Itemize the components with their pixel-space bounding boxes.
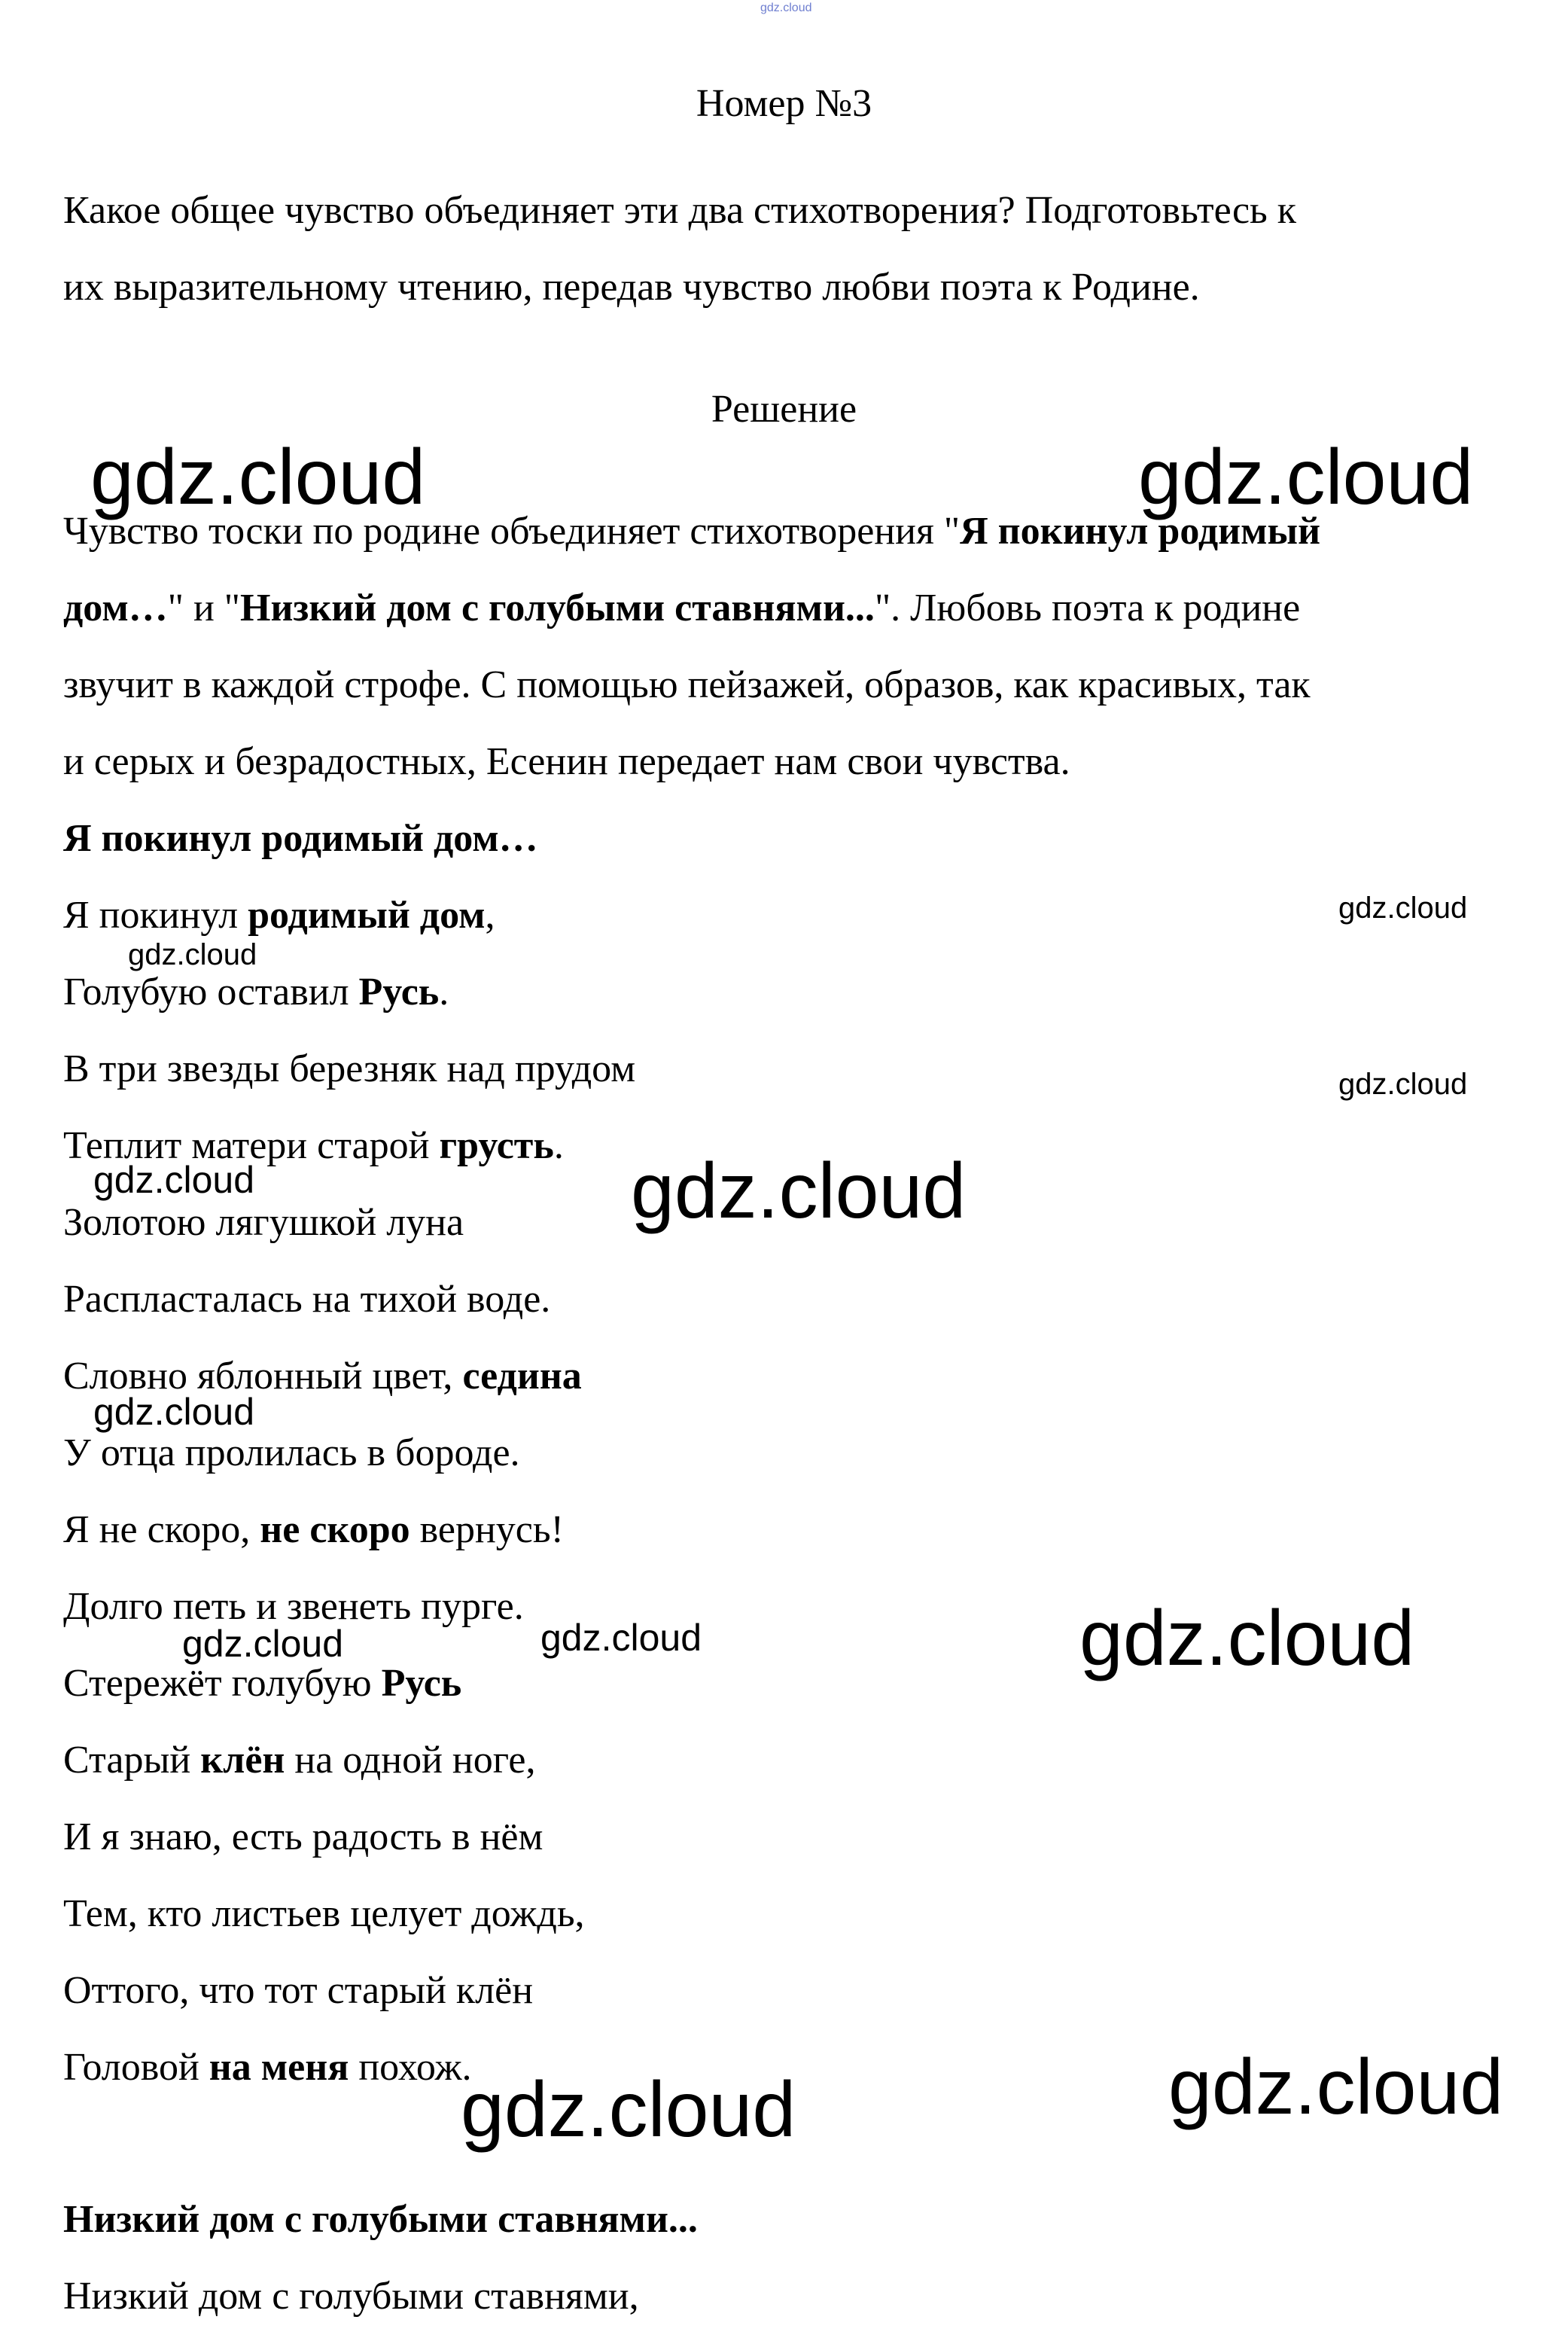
poem-title-ref-1-end: дом… bbox=[63, 587, 168, 629]
poem-1-line-15: Оттого, что тот старый клён bbox=[63, 1969, 534, 2012]
task-line-2: их выразительному чтению, передав чувство любви поэта к Родине. bbox=[63, 266, 1200, 309]
poem-2-title: Низкий дом с голубыми ставнями... bbox=[63, 2198, 698, 2241]
task-line-1: Какое общее чувство объединяет эти два стихотворения? Подготовьтесь к bbox=[63, 189, 1296, 232]
solution-paragraph-line-4: и серых и безрадостных, Есенин передает нам свои чувства. bbox=[63, 740, 1070, 783]
poem-1-line-6: Распласталась на тихой воде. bbox=[63, 1278, 551, 1321]
poem-1-line-11: Стережёт голубую Русь bbox=[63, 1662, 462, 1705]
poem-1-line-8: У отца пролилась в бороде. bbox=[63, 1431, 520, 1474]
poem-2-line-1: Низкий дом с голубыми ставнями, bbox=[63, 2275, 639, 2318]
poem-1-line-1: Я покинул родимый дом, bbox=[63, 894, 495, 937]
solution-paragraph-line-1: Чувство тоски по родине объединяет стихотворения "Я покинул родимый bbox=[63, 510, 1321, 553]
poem-1-line-16: Головой на меня похож. bbox=[63, 2046, 472, 2089]
watermark: gdz.cloud bbox=[1338, 1068, 1468, 1101]
solution-paragraph-line-2: дом…" и "Низкий дом с голубыми ставнями...". Любовь поэта к родине bbox=[63, 587, 1301, 629]
poem-title-ref-1: Я покинул родимый bbox=[960, 510, 1321, 553]
poem-1-line-5: Золотою лягушкой луна bbox=[63, 1201, 464, 1244]
poem-1-line-2: Голубую оставил Русь. bbox=[63, 971, 449, 1014]
poem-1-title: Я покинул родимый дом… bbox=[63, 817, 538, 860]
solution-heading: Решение bbox=[711, 388, 857, 431]
top-watermark: gdz.cloud bbox=[760, 2, 812, 14]
page-title: Номер №3 bbox=[696, 82, 872, 125]
poem-1-line-9: Я не скоро, не скоро вернусь! bbox=[63, 1508, 564, 1551]
watermark: gdz.cloud bbox=[1079, 1595, 1415, 1682]
watermark: gdz.cloud bbox=[90, 434, 426, 521]
watermark: gdz.cloud bbox=[93, 1159, 255, 1201]
poem-1-line-4: Теплит матери старой грусть. bbox=[63, 1124, 564, 1167]
poem-1-line-12: Старый клён на одной ноге, bbox=[63, 1739, 536, 1782]
poem-1-line-14: Тем, кто листьев целует дождь, bbox=[63, 1892, 585, 1935]
watermark: gdz.cloud bbox=[93, 1391, 255, 1433]
poem-1-line-7: Словно яблонный цвет, седина bbox=[63, 1355, 582, 1398]
poem-1-line-3: В три звезды березняк над прудом bbox=[63, 1047, 636, 1090]
poem-1-line-13: И я знаю, есть радость в нём bbox=[63, 1815, 543, 1858]
watermark: gdz.cloud bbox=[1338, 892, 1468, 925]
solution-paragraph-line-3: звучит в каждой строфе. С помощью пейзажей, образов, как красивых, так bbox=[63, 663, 1311, 706]
watermark: gdz.cloud bbox=[1138, 434, 1474, 521]
watermark: gdz.cloud bbox=[461, 2066, 796, 2154]
watermark: gdz.cloud bbox=[128, 938, 257, 971]
watermark: gdz.cloud bbox=[182, 1623, 344, 1665]
watermark: gdz.cloud bbox=[1168, 2044, 1504, 2131]
poem-1-line-10: Долго петь и звенеть пурге. bbox=[63, 1585, 524, 1628]
watermark: gdz.cloud bbox=[540, 1617, 702, 1659]
watermark: gdz.cloud bbox=[631, 1148, 967, 1235]
poem-title-ref-2: Низкий дом с голубыми ставнями... bbox=[240, 587, 875, 629]
